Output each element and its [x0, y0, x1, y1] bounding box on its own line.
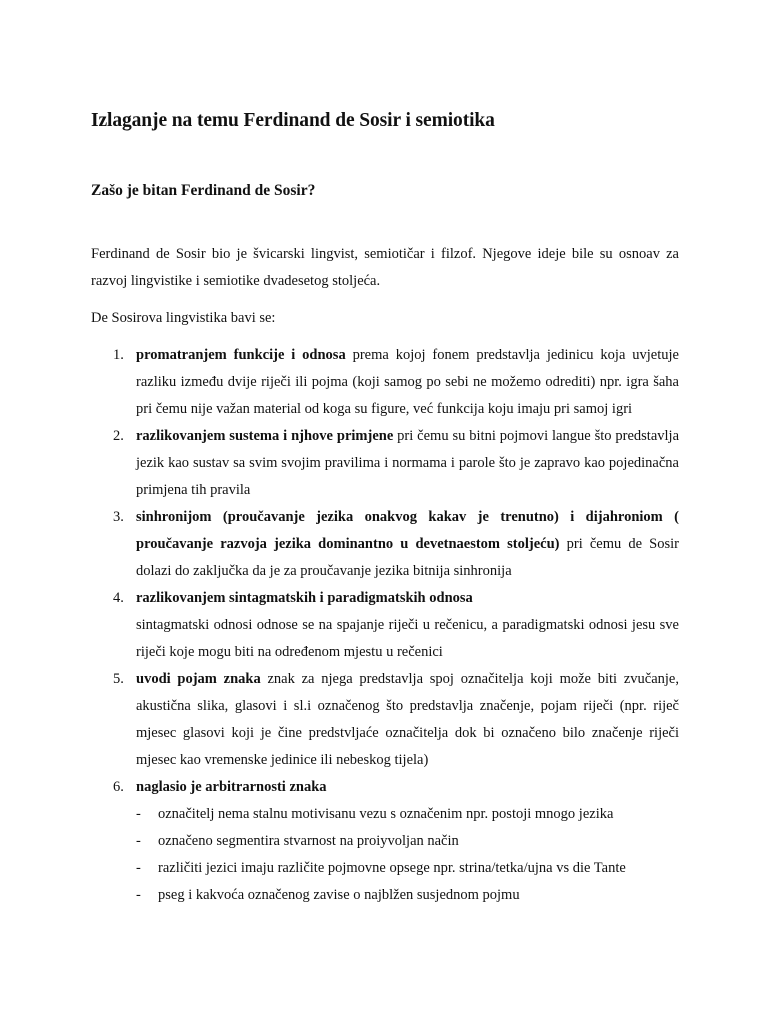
dash-item-text: pseg i kakvoća označenog zavise o najblžen susjednom pojmu — [158, 887, 520, 903]
dash-list-item — [0, 801, 768, 828]
list-number: 5. — [113, 671, 124, 687]
list-number: 4. — [113, 590, 124, 606]
list-item-bold: razlikovanjem sustema i njhove primjene — [136, 428, 394, 444]
list-item-text: znak za njega predstavlja spoj označitelja koji može biti zvučanje, akustična slika, glasovi i sl.i označenog što predstavlja značenje, pojam riječi (npr. riječ mjesec glasovi koji je čine predstvljaće označitelja dok bi označeno bilo značenje riječi mjesec kao vremenske jedinice ili nebeskog tijela) — [136, 671, 679, 768]
dash-list-item — [0, 855, 768, 882]
list-item-text: pri čemu de Sosir dolazi do zaključka da je za proučavanje jezika bitnija sinhronija — [136, 536, 679, 579]
list-item — [0, 666, 679, 774]
document-title: Izlaganje na temu Ferdinand de Sosir i semiotika — [91, 110, 495, 131]
section-heading: Zašo je bitan Ferdinand de Sosir? — [91, 182, 316, 199]
list-number: 3. — [113, 509, 124, 525]
list-number: 1. — [113, 347, 124, 363]
dash-item-text: različiti jezici imaju različite pojmovne opsege npr. strina/tetka/ujna vs die Tante — [158, 860, 626, 876]
list-item-text: sintagmatski odnosi odnose se na spajanje riječi u rečenicu, a paradigmatski odnosi jesu sve riječi koje mogu biti na određenom mjestu u rečenici — [136, 617, 679, 660]
dash-list — [0, 801, 768, 909]
list-item-text: prema kojoj fonem predstavlja jedinicu koja uvjetuje razliku između dvije riječi ili pojma (koji samog po sebi ne možemo odrediti) npr. igra šaha pri čemu nije važan material od koga su figure, već funkcija koju imaju pri samoj igri — [136, 347, 679, 417]
list-item-bold: naglasio je arbitrarnosti znaka — [136, 779, 327, 795]
list-item — [0, 585, 679, 666]
dash-marker: - — [136, 806, 141, 822]
list-item-bold: razlikovanjem sintagmatskih i paradigmatskih odnosa — [136, 590, 473, 606]
list-item-bold: sinhronijom (proučavanje jezika onakvog kakav je trenutno) i dijahroniom ( proučavanje razvoja jezika dominantno u devetnaestom stoljeću) — [136, 509, 679, 552]
list-item-bold: promatranjem funkcije i odnosa — [136, 347, 346, 363]
list-number: 6. — [113, 779, 124, 795]
list-item — [0, 774, 679, 801]
dash-list-item — [0, 882, 768, 909]
intro-paragraph: Ferdinand de Sosir bio je švicarski lingvist, semiotičar i filzof. Njegove ideje bile su osnoav za razvoj lingvistike i semiotike dvadesetog stoljeća. — [91, 246, 679, 289]
list-item-text: pri čemu su bitni pojmovi langue što predstavlja jezik kao sustav sa svim svojim pravilima i normama i parole što je zapravo kao pojedinačna primjena tih pravila — [136, 428, 680, 498]
dash-item-text: označitelj nema stalnu motivisanu vezu s označenim npr. postoji mnogo jezika — [158, 806, 614, 822]
numbered-list — [0, 342, 768, 909]
dash-item-text: označeno segmentira stvarnost na proiyvoljan način — [158, 833, 459, 849]
list-item — [0, 342, 679, 423]
dash-marker: - — [136, 860, 141, 876]
list-lead-paragraph: De Sosirova lingvistika bavi se: — [91, 310, 276, 326]
dash-list-item — [0, 828, 768, 855]
list-item-bold: uvodi pojam znaka — [136, 671, 261, 687]
list-item — [0, 504, 679, 585]
list-number: 2. — [113, 428, 124, 444]
list-item — [0, 423, 679, 504]
dash-marker: - — [136, 887, 141, 903]
dash-marker: - — [136, 833, 141, 849]
